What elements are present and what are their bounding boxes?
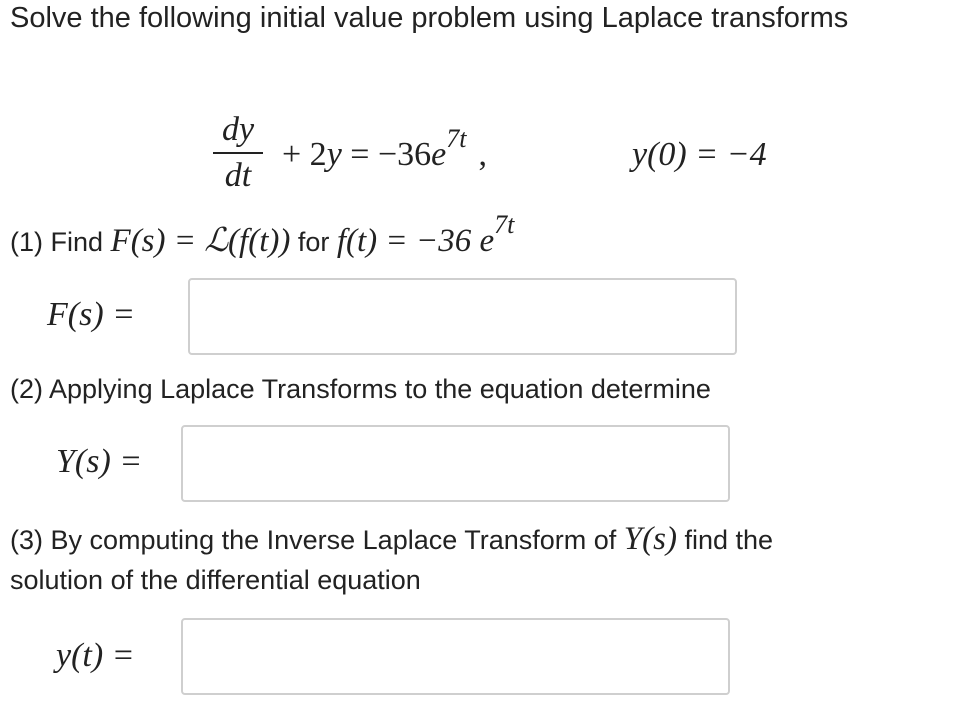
e-base: e xyxy=(431,136,447,173)
step-3-instruction-line-1 xyxy=(10,521,773,558)
problem-title: Solve the following initial value problem using Laplace transforms xyxy=(10,2,849,34)
answer-3-label: y(t) = xyxy=(56,637,135,674)
F-of-s: F(s) = xyxy=(110,223,205,259)
step-3-prefix: (3) By computing the Inverse Laplace Transform of xyxy=(10,525,624,555)
answer-1-label: F(s) = xyxy=(47,296,136,333)
derivative-fraction xyxy=(213,110,263,196)
answer-3-input[interactable] xyxy=(181,618,730,695)
y-variable: y xyxy=(326,136,342,173)
exponent: 7t xyxy=(446,124,467,153)
answer-2-input[interactable] xyxy=(181,425,730,502)
answer-2-label: Y(s) = xyxy=(56,443,143,480)
step-2-instruction: (2) Applying Laplace Transforms to the equation determine xyxy=(10,374,711,404)
equals-coefficient: = −36 xyxy=(341,136,432,173)
comma: , xyxy=(478,136,487,173)
for-word: for xyxy=(290,227,337,257)
step-1-instruction xyxy=(10,210,515,260)
step-1-number: (1) Find xyxy=(10,227,111,257)
Y-of-s: Y(s) xyxy=(623,521,677,557)
fraction-denominator: dt xyxy=(224,157,252,194)
laplace-expression: ℒ(f(t)) xyxy=(204,223,291,259)
fraction-bar xyxy=(213,152,263,154)
fraction-numerator: dy xyxy=(221,111,255,148)
step-3-suffix: find the xyxy=(676,525,774,555)
exponent: 7t xyxy=(494,210,515,239)
plus-term: + 2 xyxy=(282,136,327,173)
f-of-t: f(t) = −36 xyxy=(336,223,480,259)
equation-right-side xyxy=(282,124,487,174)
e-base: e xyxy=(479,223,495,259)
answer-1-input[interactable] xyxy=(188,278,737,355)
initial-condition: y(0) = −4 xyxy=(632,136,767,173)
step-3-instruction-line-2: solution of the differential equation xyxy=(10,565,421,595)
